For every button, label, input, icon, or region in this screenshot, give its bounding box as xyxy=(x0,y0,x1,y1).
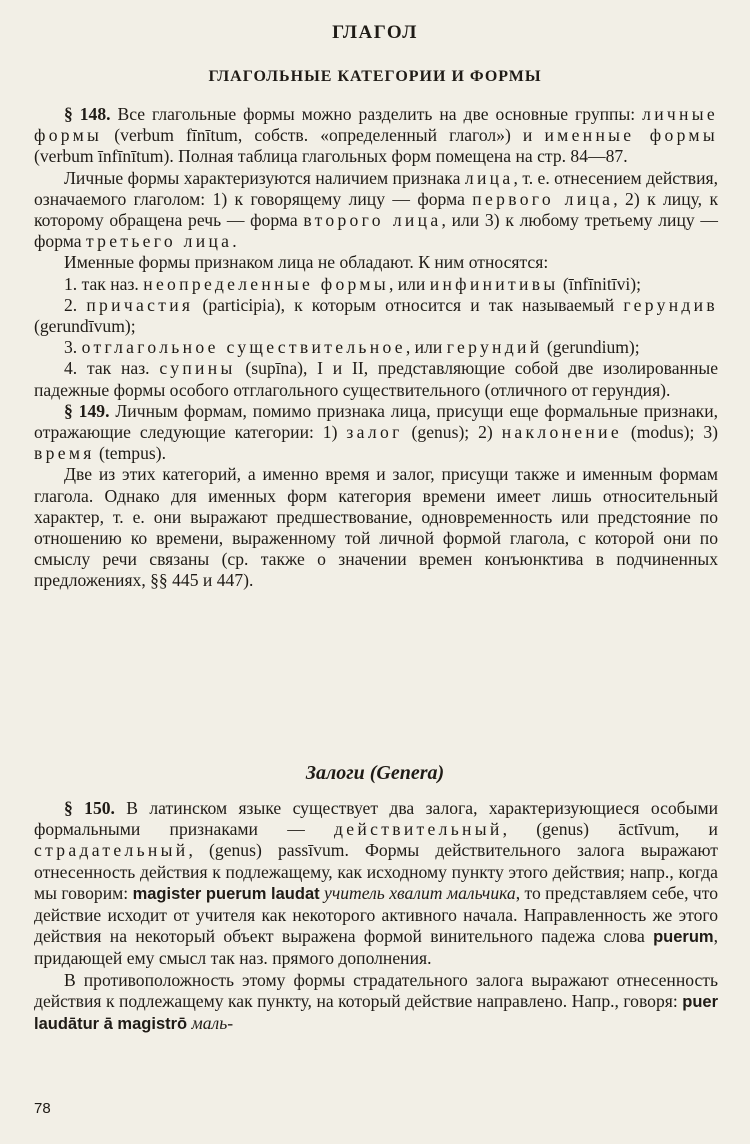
spaced-term: время xyxy=(34,443,95,464)
text-block-voices xyxy=(34,798,718,1035)
text-run: , придающей ему смысл так наз. прямого дополнения. xyxy=(34,926,718,969)
spaced-term: наклонение xyxy=(501,422,622,443)
text-run: (verbum fīnītum, собств. «определенный глагол») и xyxy=(102,125,545,146)
text-run: , (genus) passīvum. Формы действительного залога выражают отнесенность действия к подлежащему, как исходному пункту этого действия; напр., когда мы говорим: xyxy=(34,840,718,903)
text-run: (modus); 3) xyxy=(621,422,718,443)
spaced-term: третьего лица xyxy=(85,231,233,252)
paragraph-149 xyxy=(34,401,718,465)
text-run: (gerundīvum); xyxy=(34,316,136,337)
spaced-term: отглагольное существительное xyxy=(81,337,406,358)
spaced-term: герундий xyxy=(446,337,543,358)
text-run: Личным формам, помимо признака лица, присущи еще формальные признаки, отражающие следующие категории: 1) xyxy=(34,400,719,443)
text-run: , т. е. отнесением действия, означаемого глаголом: 1) к говорящему лицу — форма xyxy=(34,167,719,209)
list-item-participle xyxy=(34,295,718,337)
text-block-verb-forms xyxy=(34,104,718,592)
latin-example: puer laudātur ā magistrō xyxy=(34,992,718,1034)
text-run: 4. так наз. xyxy=(64,358,160,379)
text-run: , или 3) к любому третьему лицу — форма xyxy=(34,210,718,252)
text-run: Две из этих категорий, а именно время и залог, присущи также и именным формам глагола. Однако для именных форм категория времени имеет лишь относительный характер, т. е. они выражают предшествование, одновременность или предстояние по отношению ко времени, выраженному той личной формой глагола, с которой они по смыслу речи связаны (ср. также о значении времен конъюнктива в подчиненных предложениях, §§ 445 и 447). xyxy=(34,464,718,591)
latin-example: puerum xyxy=(653,928,714,947)
text-run: , или xyxy=(405,337,447,358)
text-run: 3. xyxy=(64,337,82,358)
text-run: В латинском языке существует два залога, характеризующиеся особыми формальными признаками — xyxy=(34,798,719,840)
text-run: (gerundium); xyxy=(542,337,640,358)
text-run: 2. xyxy=(64,294,87,315)
paragraph-148 xyxy=(34,104,718,168)
paragraph-number: § 150. xyxy=(64,798,115,818)
spaced-term: первого лица xyxy=(472,188,614,209)
chapter-title: ГЛАГОЛ xyxy=(332,22,418,43)
spaced-term: именные формы xyxy=(544,125,718,146)
text-run: , 2) к лицу, к которому обращена речь — форма xyxy=(34,188,718,231)
text-run: (participia), к которым относится и так называемый xyxy=(193,294,624,315)
text-run: В противоположность этому формы страдательного залога выражают отнесенность действия к подлежащему как пункту, на который действие направлено. Напр., говоря: xyxy=(34,969,718,1011)
paragraph-150 xyxy=(34,798,718,970)
subsection-title: Залоги (Genera) xyxy=(305,762,445,784)
paragraph-nominal-forms xyxy=(34,252,718,273)
list-item-gerund xyxy=(34,337,718,358)
text-run: 1. так наз. xyxy=(64,273,144,294)
spaced-term: второго лица xyxy=(303,210,442,231)
text-run: , (genus) āctīvum, и xyxy=(502,819,718,840)
spaced-term: инфинитивы xyxy=(429,273,559,294)
paragraph-personal-forms xyxy=(34,168,718,253)
text-run: (tempus). xyxy=(94,443,166,464)
list-item-supine xyxy=(34,358,718,400)
spaced-term: действительный xyxy=(334,819,503,840)
translation: учитель хвалит мальчика xyxy=(324,882,516,903)
list-item-infinitive xyxy=(34,274,718,295)
text-run: , или xyxy=(388,273,430,294)
spaced-term: герундив xyxy=(623,294,718,315)
page-number: 78 xyxy=(34,1100,51,1117)
text-run: (genus); 2) xyxy=(402,422,502,443)
paragraph-number: § 148. xyxy=(64,104,111,124)
text-run: Все глагольные формы можно разделить на две основные группы: xyxy=(110,104,643,124)
latin-example: magister puerum laudat xyxy=(132,884,320,903)
section-title: ГЛАГОЛЬНЫЕ КАТЕГОРИИ И ФОРМЫ xyxy=(208,68,542,85)
text-run: Личные формы характеризуются наличием признака xyxy=(64,167,465,188)
spaced-term: залог xyxy=(346,422,403,443)
text-run: (verbum īnfīnītum). Полная таблица глагольных форм помещена на стр. 84—87. xyxy=(34,146,628,167)
spaced-term: супины xyxy=(159,358,236,379)
paragraph-two-categories xyxy=(34,464,718,591)
spaced-term: лица xyxy=(464,167,514,188)
text-run: (supīna), I и II, представляющие собой две изолированные падежные формы особого отглагольного существительного (отличного от герундия). xyxy=(34,358,718,400)
text-run: (īnfīnitīvi); xyxy=(558,273,642,294)
spaced-term: личные формы xyxy=(34,104,718,146)
text-run: , то представляем себе, что действие исходит от учителя как некоторого активного начала. Направленность же этого действия на некоторый объект выражена формой винительного падежа слова xyxy=(34,882,718,947)
text-run: . xyxy=(232,231,237,252)
paragraph-contrast xyxy=(34,970,718,1036)
text-run: Именные формы признаком лица не обладают. К ним относятся: xyxy=(64,252,549,273)
spaced-term: причастия xyxy=(86,294,194,315)
paragraph-number: § 149. xyxy=(64,400,110,421)
spaced-term: страдательный xyxy=(34,840,189,861)
spaced-term: неопределенные формы xyxy=(143,273,389,294)
translation: маль- xyxy=(191,1013,234,1034)
